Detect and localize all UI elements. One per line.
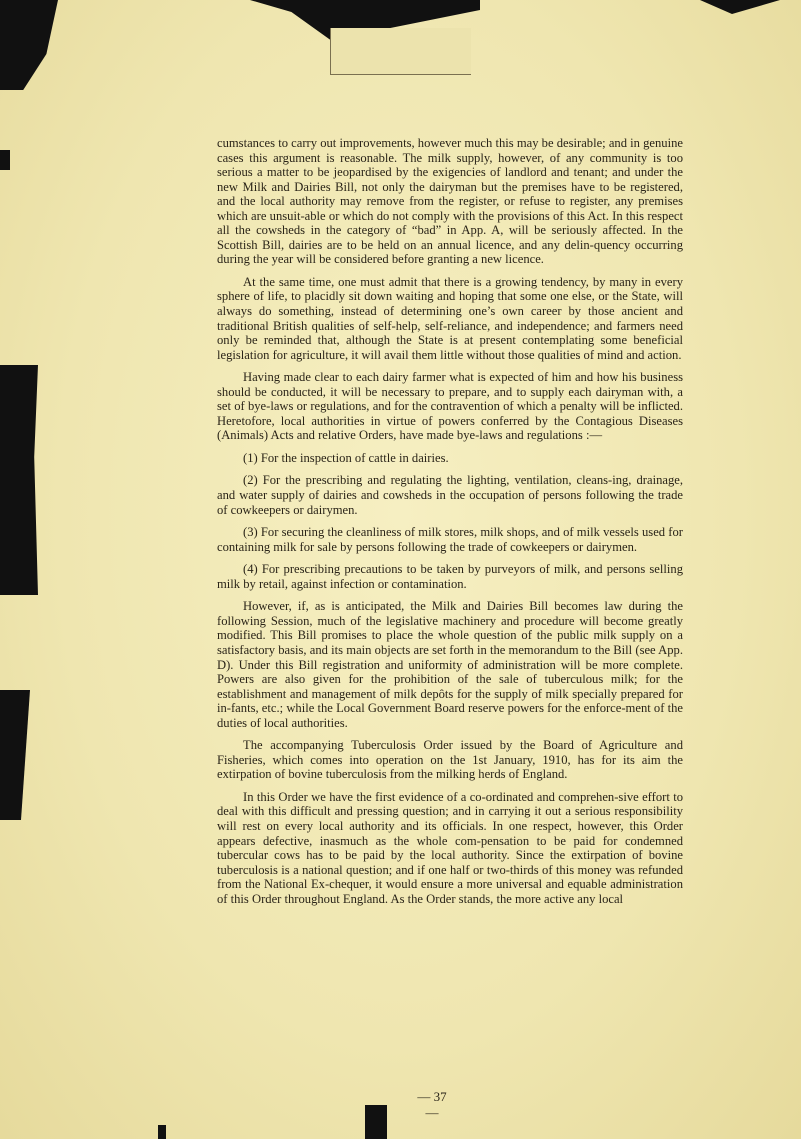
scan-edge-shadow	[158, 1125, 166, 1139]
list-item: (2) For the prescribing and regulating the lighting, ventilation, cleans-ing, drainage, and water supply of dairies and cowsheds in the occupation of persons following the trade of cowkeepers or dairymen.	[217, 473, 683, 517]
list-item: (4) For prescribing precautions to be taken by purveyors of milk, and persons selling milk by retail, against infection or contamination.	[217, 562, 683, 591]
paper-tear	[330, 28, 471, 75]
scan-edge-shadow	[0, 150, 10, 170]
paragraph: In this Order we have the first evidence of a co-ordinated and comprehen-sive effort to deal with this difficult and pressing question; and in carrying it out a serious responsibility will rest on every local authority and its officials. In one respect, however, this Order appears defective, inasmuch as the whole com-pensation to be paid for condemned tubercular cows has to be paid by the local authority. Since the extirpation of bovine tuberculosis is a national question; and if one half or two-thirds of this money was refunded from the National Ex-chequer, it would ensure a more universal and equable administration of this Order throughout England. As the Order stands, the more active any local	[217, 789, 683, 906]
paragraph: However, if, as is anticipated, the Milk and Dairies Bill becomes law during the following Session, much of the legislative machinery and procedure will become greatly modified. This Bill promises to place the whole question of the public milk supply on a satisfactory basis, and its main objects are set forth in the memorandum to the Bill (see App. D). Under this Bill registration and uniformity of administration will be more complete. Powers are also given for the prohibition of the sale of tuberculous milk; for the establishment and management of milk depôts for the supply of milk specially prepared for in-fants, etc.; while the Local Government Board reserve powers for the enforce-ment of the duties of local authorities.	[217, 599, 683, 730]
paragraph: At the same time, one must admit that there is a growing tendency, by many in every sphere of life, to placidly sit down waiting and hoping that some one else, or the State, will always do something, instead of determining one’s own career by those ancient and traditional British qualities of self-help, self-reliance, and independence; and farmers need only be reminded that, although the State is at present contemplating some beneficial legislation for agriculture, it will avail them little without those qualities of mind and action.	[217, 274, 683, 362]
scan-edge-shadow	[0, 690, 30, 820]
scan-edge-shadow	[700, 0, 780, 14]
paragraph: The accompanying Tuberculosis Order issued by the Board of Agriculture and Fisheries, which comes into operation on the 1st January, 1910, has for its aim the extirpation of bovine tuberculosis from the milking herds of England.	[217, 738, 683, 782]
scan-edge-shadow	[365, 1105, 387, 1139]
scan-edge-shadow	[0, 365, 38, 595]
list-item: (1) For the inspection of cattle in dairies.	[243, 450, 449, 465]
scan-edge-shadow	[0, 0, 58, 90]
body-text	[217, 136, 683, 914]
page-number: — 37 —	[417, 1089, 447, 1120]
paragraph: cumstances to carry out improvements, however much this may be desirable; and in genuine cases this argument is reasonable. The milk supply, however, of any community is too serious a matter to be jeopardised by the exigencies of landlord and tenant; and under the new Milk and Dairies Bill, not only the dairyman but the premises have to be registered, and the local authority may remove from the register, or refuse to register, any premises which are unsuit-able or which do not comply with the provisions of this Act. In this respect all the cowsheds in the category of “bad” in App. A, will be seriously affected. In the Scottish Bill, dairies are to be held on an annual licence, and any delin-quency occurring during the year will be considered before granting a new licence.	[217, 136, 683, 267]
paragraph: Having made clear to each dairy farmer what is expected of him and how his business should be conducted, it will be necessary to prepare, and to supply each dairyman with, a set of bye-laws or regulations, and for the contravention of which a penalty will be inflicted. Heretofore, local authorities in virtue of powers conferred by the Contagious Diseases (Animals) Acts and relative Orders, have made bye-laws and regulations :—	[217, 370, 683, 443]
list-item: (3) For securing the cleanliness of milk stores, milk shops, and of milk vessels used for containing milk for sale by persons following the trade of cowkeepers or dairymen.	[217, 525, 683, 554]
